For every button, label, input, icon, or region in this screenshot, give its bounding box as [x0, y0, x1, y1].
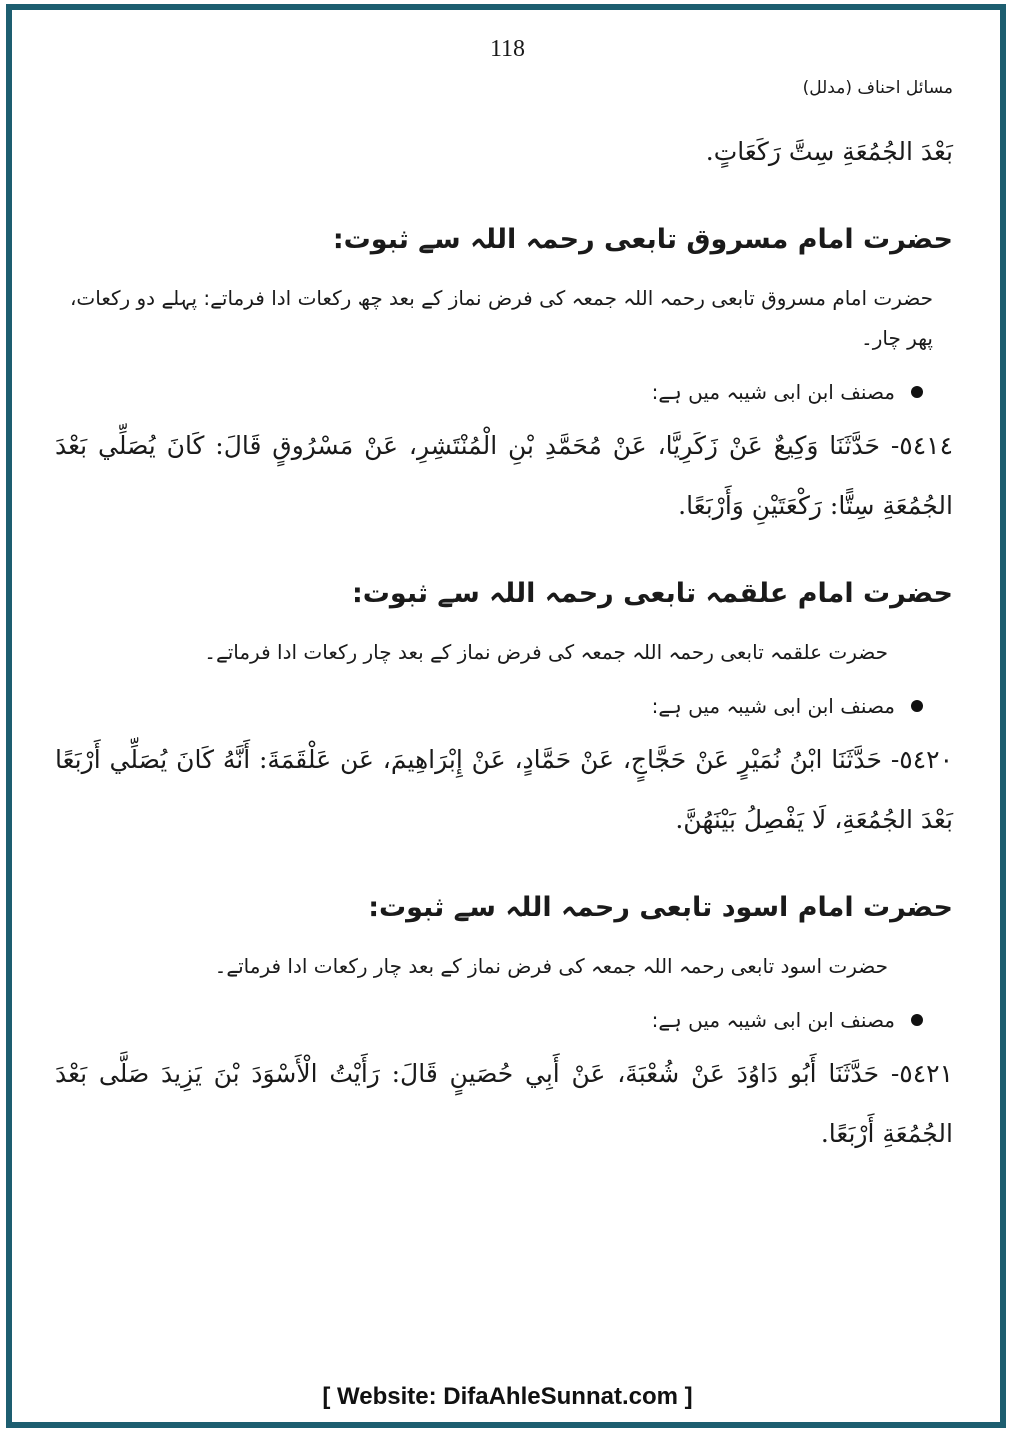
section-alqamah [55, 572, 953, 850]
section-heading: حضرت امام علقمہ تابعی رحمہ اللہ سے ثبوت: [351, 578, 953, 609]
source-label: مصنف ابن ابی شیبہ میں ہے: [651, 380, 895, 404]
section-statement: حضرت اسود تابعی رحمہ اللہ جمعہ کی فرض نماز کے بعد چار رکعات ادا فرماتے۔ [214, 954, 888, 978]
page-number: 118 [489, 36, 526, 62]
section-masruq [55, 218, 953, 536]
section-heading: حضرت امام اسود تابعی رحمہ اللہ سے ثبوت: [368, 892, 953, 923]
source-line [55, 372, 953, 412]
bullet-icon [911, 386, 923, 398]
source-label: مصنف ابن ابی شیبہ میں ہے: [651, 1008, 895, 1032]
bullet-icon [911, 700, 923, 712]
section-statement: حضرت علقمہ تابعی رحمہ اللہ جمعہ کی فرض نماز کے بعد چار رکعات ادا فرماتے۔ [204, 640, 888, 664]
section-statement: حضرت امام مسروق تابعی رحمہ اللہ جمعہ کی فرض نماز کے بعد چھ رکعات ادا فرماتے: پہلے دو رکعات، پھر چار۔ [69, 286, 933, 350]
section-heading: حضرت امام مسروق تابعی رحمہ اللہ سے ثبوت: [332, 224, 953, 255]
running-head: مسائل احناف (مدلل) [802, 78, 953, 98]
source-line [55, 1000, 953, 1040]
section-aswad [55, 886, 953, 1164]
intro-arabic-line: بَعْدَ الجُمُعَةِ سِتَّ رَكَعَاتٍ. [705, 137, 953, 166]
hadith-text: ٥٤٢١- حَدَّثَنَا أَبُو دَاوُدَ عَنْ شُعْبَةَ، عَنْ أَبِي حُصَينٍ قَالَ: رَأَيْتُ الْأَسْوَدَ بْنَ يَزِيدَ صَلَّى بَعْدَ الجُمُعَةِ أَرْبَعًا. [55, 1059, 953, 1148]
bullet-icon [911, 1014, 923, 1026]
page-content [55, 122, 953, 1164]
source-line [55, 686, 953, 726]
source-label: مصنف ابن ابی شیبہ میں ہے: [651, 694, 895, 718]
hadith-text: ٥٤٢٠- حَدَّثَنَا ابْنُ نُمَيْرٍ عَنْ حَجَّاجٍ، عَنْ حَمَّادٍ، عَنْ إِبْرَاهِيمَ، عَن عَلْقَمَةَ: أَنَّهُ كَانَ يُصَلِّي أَرْبَعًا بَعْدَ الجُمُعَةِ، لَا يَفْصِلُ بَيْنَهُنَّ. [55, 745, 953, 834]
hadith-text: ٥٤١٤- حَدَّثَنَا وَكِيعٌ عَنْ زَكَرِيَّا، عَنْ مُحَمَّدِ بْنِ الْمُنْتَشِرِ، عَنْ مَسْرُوقٍ قَالَ: كَانَ يُصَلِّي بَعْدَ الجُمُعَةِ سِتًّا: رَكْعَتَيْنِ وَأَرْبَعًا. [55, 431, 953, 520]
website-footer: [ Website: DifaAhleSunnat.com ] [322, 1383, 693, 1410]
